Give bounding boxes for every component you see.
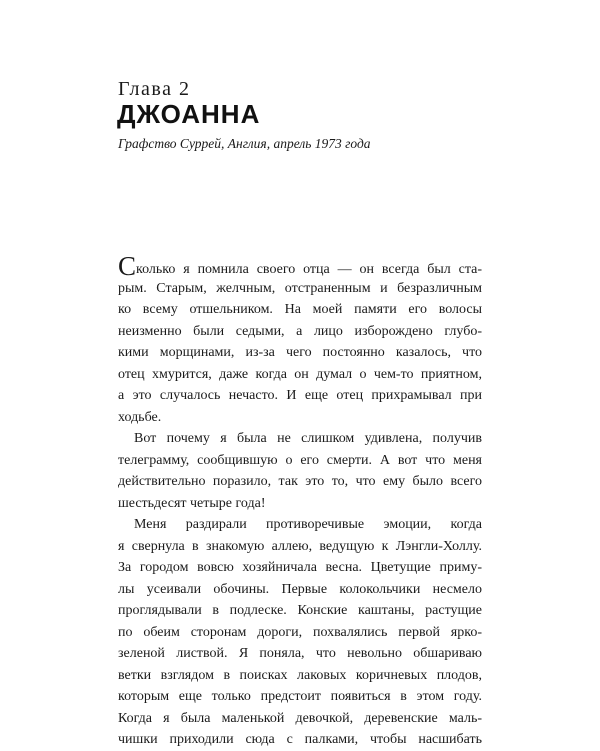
text-line: отец хмурится, даже когда он думал о чем-то приятном, [118, 366, 482, 382]
text-line: ко всему отшельником. На моей памяти его волосы [118, 302, 482, 317]
text-line: Меня раздирали противоречивые эмоции, когда [134, 517, 482, 532]
text-line: кими морщинами, из-за чего постоянно казалось, что [118, 345, 482, 360]
text-line: Вот почему я была не слишком удивлена, получив [134, 431, 482, 446]
text-line: рым. Старым, желчным, отстраненным и безразличным [118, 280, 482, 296]
text-line: лы усеивали обочины. Первые колокольчики несмело [118, 581, 482, 597]
chapter-title: ДЖОАННА [117, 99, 261, 129]
text-line: ветки взглядом в поисках лаковых коричневых плодов, [118, 667, 482, 683]
chapter-label: Глава 2 [118, 78, 191, 100]
text-line: неизменно были седыми, а лицо изборождено глубо- [118, 323, 482, 339]
text-line: зеленой листвой. Я поняла, что невольно обшариваю [118, 646, 482, 661]
text-line: ходьбе. [118, 409, 162, 425]
text-line: которым еще только предстоит появиться в этом году. [118, 689, 482, 704]
text-line: а это случалось нечасто. И еще отец прихрамывал при [118, 388, 482, 403]
text-line: по обеим сторонам дороги, похвалялись первой ярко- [118, 624, 482, 640]
text-line: чишки приходили сюда с палками, чтобы насшибать [118, 732, 482, 747]
text-line: проглядывали в подлеске. Конские каштаны, растущие [118, 603, 482, 618]
text-line: телеграмму, сообщившую о его смерти. А вот что меня [118, 452, 482, 468]
text-line: шестьдесят четыре года! [118, 495, 266, 511]
drop-cap: С [118, 251, 137, 281]
text-line: я свернула в знакомую аллею, ведущую к Лэнгли-Холлу. [118, 538, 482, 554]
chapter-subtitle: Графство Суррей, Англия, апрель 1973 года [118, 136, 371, 151]
text-line: За городом вовсю хозяйничала весна. Цветущие приму- [118, 560, 482, 575]
text-line: действительно поразило, так это то, что ему было всего [118, 474, 482, 489]
body-text [118, 251, 482, 751]
text-line: Когда я была маленькой девочкой, деревенские маль- [118, 710, 482, 726]
text-line: Сколько я помнила своего отца — он всегда был ста- [118, 251, 482, 281]
